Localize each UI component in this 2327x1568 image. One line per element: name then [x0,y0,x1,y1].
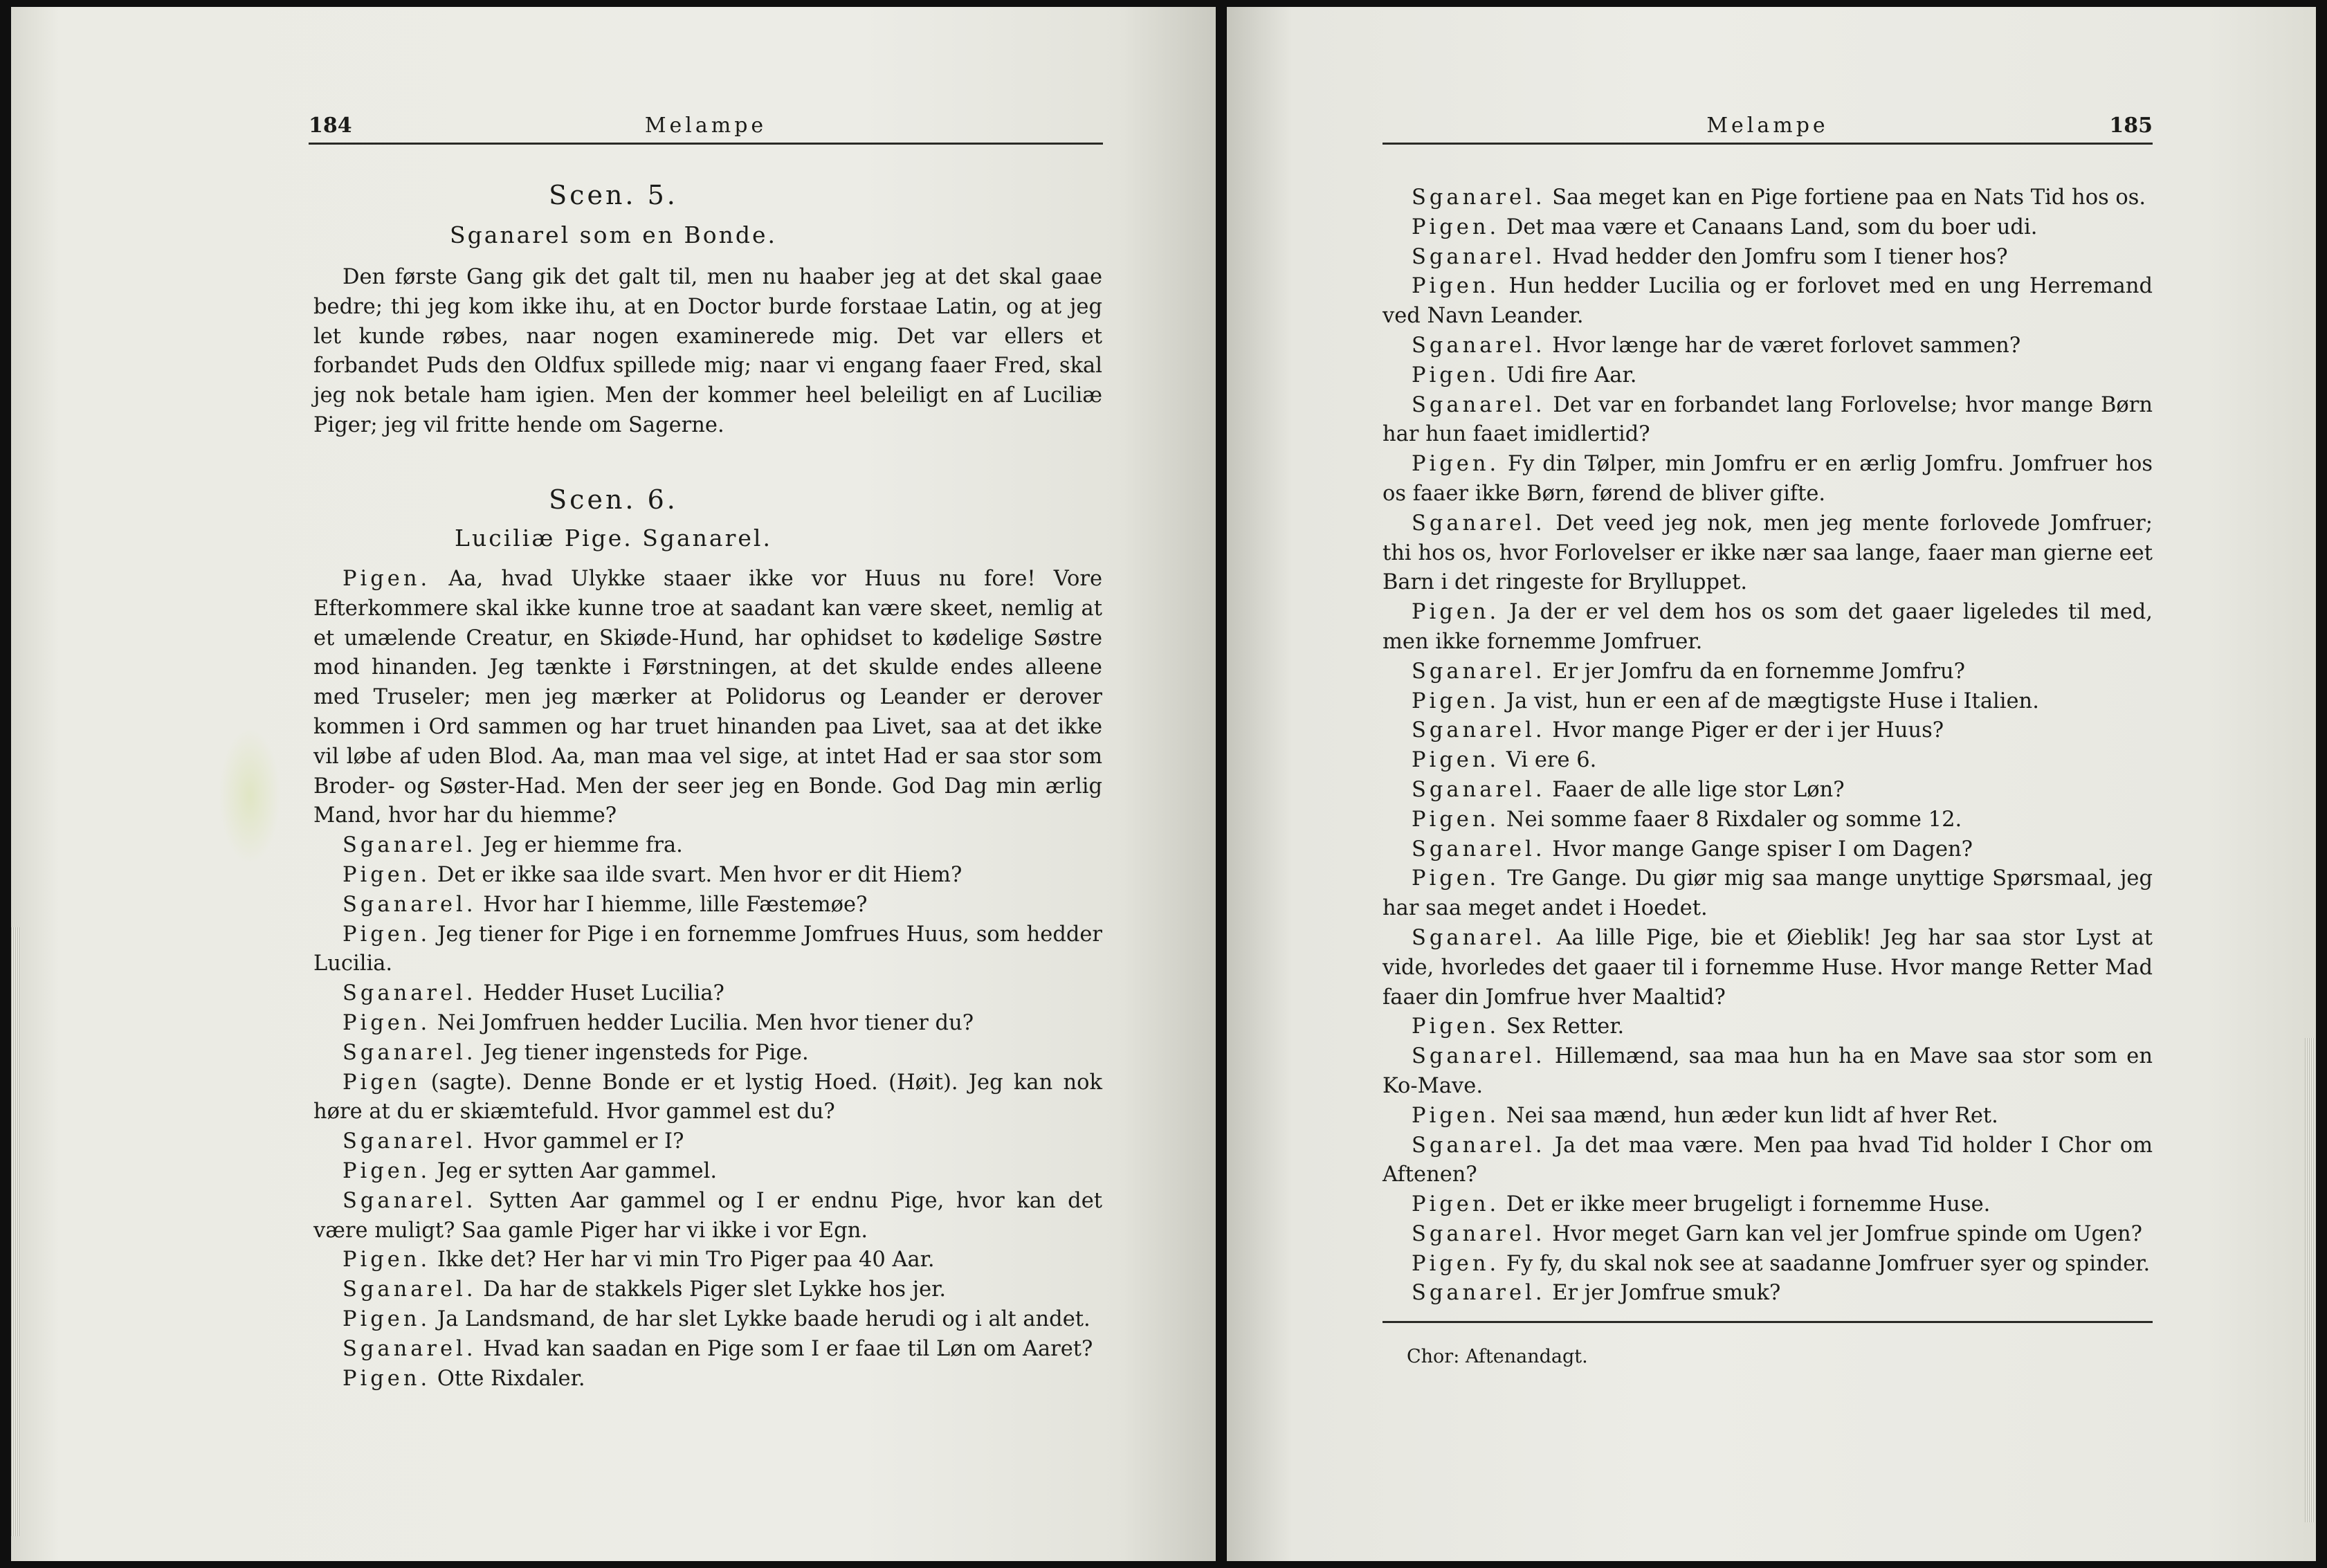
line-text: Det er ikke meer brugeligt i fornemme Huse. [1506,1192,1991,1217]
speaker-name: Pigen. [343,1010,431,1035]
line-text: Er jer Jomfrue smuk? [1552,1281,1781,1306]
speaker-name: Pigen. [1412,274,1500,299]
line-text: Sytten Aar gammel og I er endnu Pige, hvor kan det være muligt? Saa gamle Piger har vi ikke i vor Egn. [313,1188,1102,1243]
dialogue-line [1382,776,2153,805]
line-text: Er jer Jomfru da en fornemme Jomfru? [1552,659,1965,684]
dialogue-line [1382,924,2153,1012]
line-text: Hun hedder Lucilia og er forlovet med en ung Herremand ved Navn Leander. [1382,274,2153,329]
dialogue-line [1382,450,2153,509]
dialogue-line [1382,1220,2153,1250]
dialogue-line [313,831,1102,861]
speaker-name: Sganarel. [343,1129,477,1154]
line-text: Jeg tiener ingensteds for Pige. [483,1040,809,1065]
dialogue-line [313,1068,1102,1128]
line-text: Ja Landsmand, de har slet Lykke baade herudi og i alt andet. [437,1306,1091,1331]
speaker-name: Pigen. [343,1248,431,1273]
line-text: Hedder Huset Lucilia? [483,981,724,1006]
line-text: Hvor længe har de været forlovet sammen? [1552,333,2021,358]
dialogue-line [1382,361,2153,391]
line-text: Hvad kan saadan en Pige som I er faae til Løn om Aaret? [483,1336,1093,1361]
page-number-right: 185 [2109,113,2153,138]
speaker-name: Pigen [343,1070,421,1095]
dialogue-line [1382,213,2153,243]
dialogue-line [1382,1131,2153,1191]
page-edges-right [2305,1038,2315,1522]
page-edges-left [11,927,21,1536]
line-text: Hvor meget Garn kan vel jer Jomfrue spinde om Ugen? [1552,1221,2143,1246]
page-number-left: 184 [309,113,352,138]
dialogue-line [1382,835,2153,865]
dialogue-line [1382,1279,2153,1309]
speaker-name: Pigen. [1412,1103,1500,1128]
speaker-name: Pigen. [1412,748,1500,773]
dialogue-line [1382,864,2153,924]
dialogue-line [1382,272,2153,331]
dialogue-line [1382,1190,2153,1220]
line-text: Fy din Tølper, min Jomfru er en ærlig Jomfru. Jomfruer hos os faaer ikke Børn, førend de bliver gifte. [1382,452,2153,506]
scene6-title: Scen. 6. [549,484,678,515]
speaker-name: Sganarel. [1412,718,1546,743]
dialogue-line [313,920,1102,980]
footnote-rule [1382,1321,2153,1323]
line-text: Hillemænd, saa maa hun ha en Mave saa stor som en Ko-Mave. [1382,1044,2153,1098]
speaker-name: Pigen. [343,862,431,887]
line-text: Hvad hedder den Jomfru som I tiener hos? [1552,244,2008,269]
speaker-name: Pigen. [343,1366,431,1391]
running-title-left: Melampe [644,113,767,138]
speaker-name: Sganarel. [343,1277,477,1302]
line-text: Tre Gange. Du giør mig saa mange unyttige Spørsmaal, jeg har saa meget andet i Hoedet. [1382,866,2153,921]
dialogue-line [1382,1102,2153,1131]
line-text: Ja vist, hun er een af de mægtigste Huse i Italien. [1506,689,2039,713]
dialogue-line [1382,243,2153,273]
line-text: Aa lille Pige, bie et Øieblik! Jeg har saa stor Lyst at vide, hvorledes det gaaer til i fornemme Huse. Hvor mange Retter Mad faaer din Jomfrue hver Maaltid? [1382,925,2153,1010]
line-text: Hvor gammel er I? [483,1129,684,1154]
dialogue-line [313,1365,1102,1394]
speaker-name: Pigen. [343,1306,431,1331]
speaker-name: Pigen. [1412,689,1500,713]
speaker-name: Sganarel. [1412,1044,1546,1069]
dialogue-line [313,1246,1102,1275]
dialogue-line [1382,746,2153,776]
line-text: Jeg er hiemme fra. [483,833,683,858]
line-text: Det maa være et Canaans Land, som du boer udi. [1506,215,2038,239]
dialogue-line [313,565,1102,831]
dialogue-line [1382,687,2153,717]
line-text: Udi fire Aar. [1506,363,1637,388]
dialogue-line [313,861,1102,891]
speaker-name: Sganarel. [343,981,477,1006]
line-text: (sagte). Denne Bonde er et lystig Hoed. (Høit). Jeg kan nok høre at du er skiæmtefuld. Hvor gammel est du? [313,1070,1102,1124]
speaker-name: Pigen. [1412,1014,1500,1039]
line-text: Ja det maa være. Men paa hvad Tid holder I Chor om Aftenen? [1382,1133,2153,1187]
speaker-name: Pigen. [1412,1251,1500,1276]
speaker-name: Pigen. [1412,215,1500,239]
dialogue-line [1382,657,2153,687]
line-text: Ikke det? Her har vi min Tro Piger paa 40 Aar. [437,1248,935,1273]
dialogue-line [313,1039,1102,1068]
speaker-name: Sganarel. [343,1040,477,1065]
dialogue-line [1382,1012,2153,1042]
dialogue-line [313,1009,1102,1039]
dialogue-line [313,1305,1102,1335]
speaker-name: Sganarel. [1412,244,1546,269]
speaker-name: Pigen. [1412,452,1500,477]
speaker-name: Sganarel. [1412,659,1546,684]
line-text: Saa meget kan en Pige fortiene paa en Nats Tid hos os. [1552,185,2146,210]
dialogue-line [1382,183,2153,213]
line-text: Jeg tiener for Pige i en fornemme Jomfrues Huus, som hedder Lucilia. [313,922,1102,976]
speaker-name: Sganarel. [1412,1281,1546,1306]
line-text: Da har de stakkels Piger slet Lykke hos jer. [483,1277,947,1302]
left-page [11,7,1216,1561]
dialogue-line [313,1335,1102,1365]
speaker-name: Sganarel. [1412,392,1546,417]
line-text: Nei saa mænd, hun æder kun lidt af hver Ret. [1506,1103,1998,1128]
speaker-name: Sganarel. [1412,185,1546,210]
speaker-name: Sganarel. [343,1188,477,1213]
speaker-name: Pigen. [343,1158,431,1183]
speaker-name: Pigen. [1412,1192,1500,1217]
dialogue-line [1382,331,2153,361]
dialogue-line [1382,805,2153,835]
scene6-subtitle: Luciliæ Pige. Sganarel. [455,525,772,551]
line-text: Ja der er vel dem hos os som det gaaer ligeledes til med, men ikke fornemme Jomfruer. [1382,600,2153,654]
speaker-name: Sganarel. [1412,837,1546,862]
speaker-name: Pigen. [1412,866,1500,891]
scene6-dialogue [313,565,1102,1394]
line-text: Det veed jeg nok, men jeg mente forlovede Jomfruer; thi hos os, hvor Forlovelser er ikke nær saa lange, faaer man gierne eet Barn i det ringeste for Brylluppet. [1382,511,2153,595]
line-text: Hvor mange Gange spiser I om Dagen? [1552,837,1973,862]
speaker-name: Sganarel. [1412,511,1546,536]
dialogue-line [313,1127,1102,1157]
speaker-name: Sganarel. [1412,925,1546,950]
scene5-title: Scen. 5. [549,180,678,210]
running-head-right [1382,111,2153,145]
running-head-left [309,111,1103,145]
page-stain [219,727,281,865]
speaker-name: Pigen. [1412,807,1500,832]
dialogue-line [1382,391,2153,450]
speaker-name: Pigen. [343,567,431,591]
speaker-name: Sganarel. [1412,1133,1546,1158]
speaker-name: Pigen. [1412,363,1500,388]
line-text: Hvor har I hiemme, lille Fæstemøe? [483,892,868,917]
line-text: Aa, hvad Ulykke staaer ikke vor Huus nu fore! Vore Efterkommere skal ikke kunne troe at saadant kan være skeet, nemlig at et umælende Creatur, en Skiøde-Hund, har ophidset to kødelige Søstre mod hinanden. Jeg tænkte i Førstningen, at det skulde endes alleene med Truseler; men jeg mærker at Polidorus og Leander er derover kommen i Ord sammen og har truet hinanden paa Livet, saa at det ikke vil løbe af uden Blod. Aa, man maa vel sige, at intet Had er saa stor som Broder- og Søster-Had. Men der seer jeg en Bonde. God Dag min ærlig Mand, hvor har du hiemme? [313,567,1102,828]
dialogue-line [1382,509,2153,598]
footnote: Chor: Aftenandagt. [1407,1346,1588,1367]
speaker-name: Pigen. [1412,600,1500,625]
speaker-name: Sganarel. [1412,333,1546,358]
speaker-name: Sganarel. [343,892,477,917]
dialogue-line [1382,598,2153,657]
scene5-paragraph-block [313,263,1102,441]
line-text: Nei Jomfruen hedder Lucilia. Men hvor tiener du? [437,1010,974,1035]
scene5-subtitle: Sganarel som en Bonde. [449,221,778,248]
line-text: Nei somme faaer 8 Rixdaler og somme 12. [1506,807,1962,832]
dialogue-line [313,979,1102,1009]
scene5-paragraph: Den første Gang gik det galt til, men nu haaber jeg at det skal gaae bedre; thi jeg kom ikke ihu, at en Doctor burde forstaae Latin, og at jeg let kunde røbes, naar nogen examinerede mig. Det var ellers et forbandet Puds den Oldfux spillede mig; naar vi engang faaer Fred, skal jeg nok betale ham igien. Men der kommer heel beleiligt en af Luciliæ Piger; jeg vil fritte hende om Sagerne. [313,265,1102,437]
line-text: Otte Rixdaler. [437,1366,585,1391]
line-text: Faaer de alle lige stor Løn? [1552,777,1845,802]
dialogue-line [1382,1042,2153,1102]
speaker-name: Pigen. [343,922,431,947]
speaker-name: Sganarel. [1412,1221,1546,1246]
dialogue-line [1382,716,2153,746]
line-text: Fy fy, du skal nok see at saadanne Jomfruer syer og spinder. [1506,1251,2151,1276]
speaker-name: Sganarel. [1412,777,1546,802]
dialogue-line [313,1157,1102,1187]
dialogue-line [313,1275,1102,1305]
line-text: Vi ere 6. [1506,748,1597,773]
dialogue-line [1382,1250,2153,1279]
line-text: Det er ikke saa ilde svart. Men hvor er dit Hiem? [437,862,962,887]
line-text: Jeg er sytten Aar gammel. [437,1158,718,1183]
line-text: Hvor mange Piger er der i jer Huus? [1552,718,1944,743]
speaker-name: Sganarel. [343,833,477,858]
running-title-right: Melampe [1706,113,1829,138]
line-text: Sex Retter. [1506,1014,1625,1039]
right-dialogue [1382,183,2153,1309]
right-page [1227,7,2316,1561]
speaker-name: Sganarel. [343,1336,477,1361]
dialogue-line [313,891,1102,920]
line-text: Det var en forbandet lang Forlovelse; hvor mange Børn har hun faaet imidlertid? [1382,392,2153,447]
dialogue-line [313,1187,1102,1246]
